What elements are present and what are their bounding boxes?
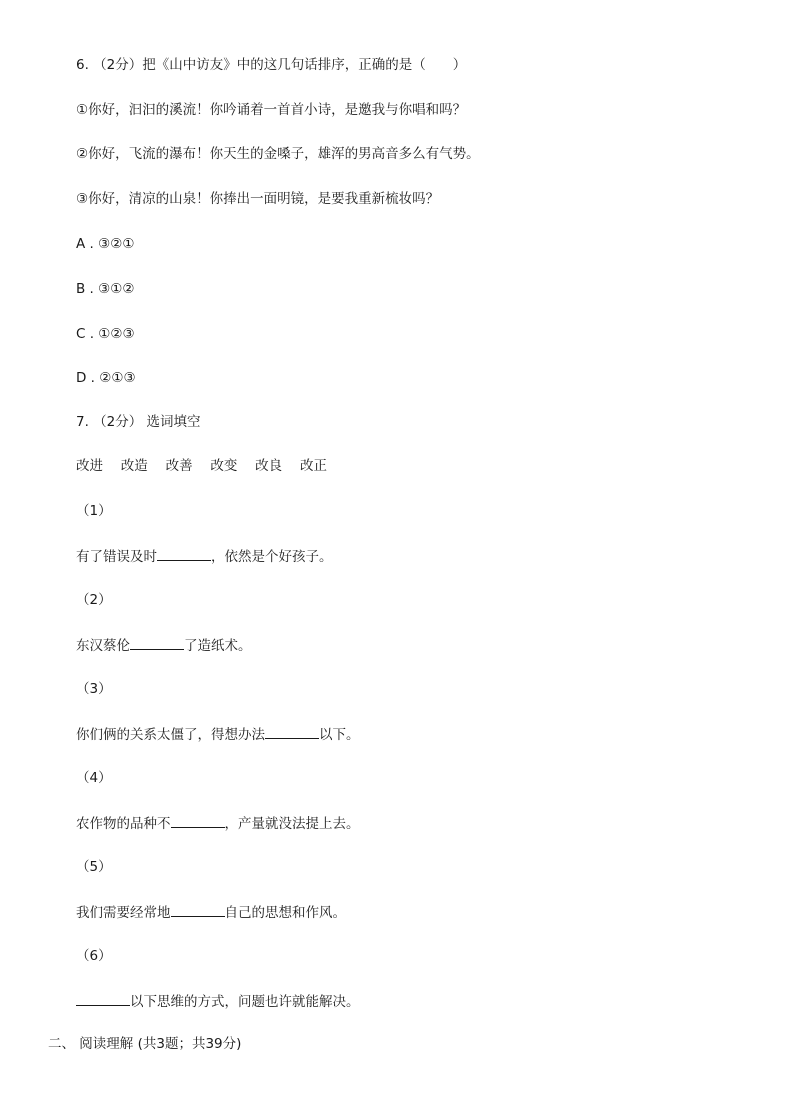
q7-item-6-sentence [76,991,360,1011]
q7-item-5-number: （5） [76,859,112,875]
q7-item-5-text-before: 我们需要经常地 [76,905,171,921]
q7-item-3-number: （3） [76,681,112,697]
q6-line-3: ③你好，清凉的山泉！你捧出一面明镜，是要我重新梳妆吗？ [76,191,440,207]
q7-item-2-number: （2） [76,592,112,608]
q7-item-2-text-after: 了造纸术。 [184,638,252,654]
section-2-heading: 二、 阅读理解 (共3题；共39分) [48,1036,242,1052]
q7-item-4-text-before: 农作物的品种不 [76,816,171,832]
q6-option-d[interactable]: D . ②①③ [76,370,136,386]
q7-item-6-blank[interactable] [76,991,130,1006]
q7-item-4-blank[interactable] [171,813,225,828]
q7-item-4-text-after: ，产量就没法提上去。 [224,816,360,832]
q6-option-c[interactable]: C . ①②③ [76,326,135,342]
q7-item-1-text-after: ，依然是个好孩子。 [211,549,333,565]
q7-item-3-text-after: 以下。 [319,727,360,743]
q7-item-1-sentence [76,546,333,566]
q7-item-4-sentence [76,813,360,833]
q7-item-2-blank[interactable] [130,635,184,650]
q7-item-3-blank[interactable] [265,724,319,739]
q7-item-3-text-before: 你们俩的关系太僵了，得想办法 [76,727,265,743]
q7-item-1-blank[interactable] [157,546,211,561]
q7-item-3-sentence [76,724,360,744]
q7-item-5-blank[interactable] [171,902,225,917]
q6-option-a[interactable]: A . ③②① [76,236,135,252]
q7-stem: 7. （2分） 选词填空 [76,414,201,430]
q7-item-6-text-after: 以下思维的方式，问题也许就能解决。 [130,994,360,1010]
q6-stem: 6. （2分）把《山中访友》中的这几句话排序，正确的是（ ） [76,57,467,73]
q6-line-1: ①你好，汩汩的溪流！你吟诵着一首首小诗，是邀我与你唱和吗？ [76,102,467,118]
q7-item-2-text-before: 东汉蔡伦 [76,638,130,654]
q7-item-5-text-after: 自己的思想和作风。 [224,905,346,921]
q7-item-5-sentence [76,902,346,922]
q7-item-1-number: （1） [76,503,112,519]
q7-word-bank: 改进 改造 改善 改变 改良 改正 [76,458,327,474]
q6-option-b[interactable]: B . ③①② [76,281,135,297]
q7-item-1-text-before: 有了错误及时 [76,549,157,565]
q7-item-2-sentence [76,635,252,655]
q6-line-2: ②你好，飞流的瀑布！你天生的金嗓子，雄浑的男高音多么有气势。 [76,146,480,162]
q7-item-4-number: （4） [76,770,112,786]
q7-item-6-number: （6） [76,948,112,964]
